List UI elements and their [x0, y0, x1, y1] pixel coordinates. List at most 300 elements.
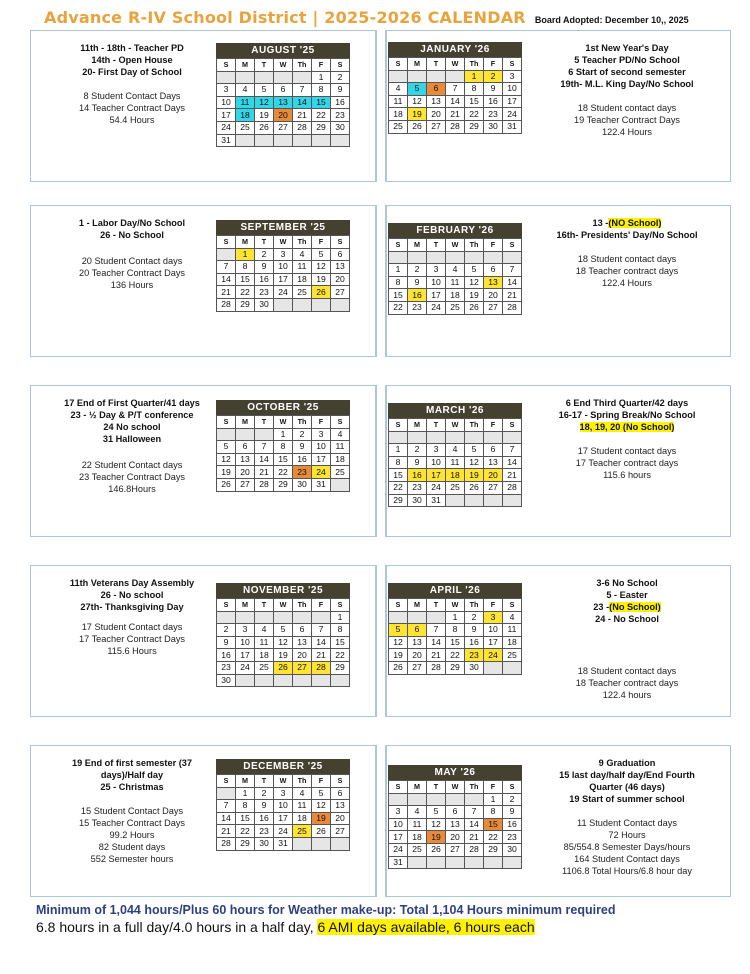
day-cell: 24	[236, 661, 255, 674]
day-cell: 4	[408, 806, 427, 819]
day-of-week-header: S	[389, 58, 408, 71]
event-line: 17 End of First Quarter/41 days	[64, 398, 200, 408]
day-cell: 26	[465, 301, 484, 314]
day-of-week-header: T	[427, 419, 446, 432]
day-cell: 30	[484, 120, 503, 133]
day-cell: 15	[236, 812, 255, 825]
stat-line: 8 Student Contact Days	[83, 91, 181, 101]
day-of-week-header: S	[217, 236, 236, 249]
empty-day-cell	[389, 431, 408, 444]
day-cell: 27	[408, 661, 427, 674]
day-cell: 16	[293, 453, 312, 466]
stat-line: 82 Student days	[98, 842, 166, 852]
week-row	[217, 812, 350, 825]
stat-line: 15 Student Contact Days	[80, 806, 184, 816]
day-cell: 6	[274, 84, 293, 97]
week-row	[389, 108, 522, 121]
panel-divider	[376, 565, 386, 717]
empty-day-cell	[427, 611, 446, 624]
footer-day-info	[36, 919, 535, 935]
empty-day-cell	[408, 251, 427, 264]
empty-day-cell	[465, 856, 484, 869]
week-row	[389, 661, 522, 674]
day-cell: 25	[255, 661, 274, 674]
month-grid	[216, 58, 350, 147]
day-cell: 21	[503, 289, 522, 302]
stat-line: 115.6 Hours	[107, 646, 157, 656]
day-cell: 23	[293, 466, 312, 479]
week-row	[217, 134, 350, 147]
day-of-week-header: M	[408, 58, 427, 71]
empty-day-cell	[389, 611, 408, 624]
day-cell: 7	[503, 444, 522, 457]
day-cell: 15	[484, 818, 503, 831]
empty-day-cell	[274, 674, 293, 687]
empty-day-cell	[274, 71, 293, 84]
day-cell: 3	[274, 248, 293, 261]
day-of-week-header: T	[427, 781, 446, 794]
day-cell: 21	[255, 466, 274, 479]
day-cell: 14	[427, 636, 446, 649]
empty-day-cell	[465, 431, 484, 444]
stat-line: 23 Teacher Contract Days	[78, 472, 186, 482]
day-cell: 16	[408, 289, 427, 302]
day-cell: 13	[293, 636, 312, 649]
event-line: 25 - Christmas	[100, 782, 164, 792]
event-line: 16-17 - Spring Break/No School	[558, 410, 696, 420]
stat-line: 11 Student Contact days	[577, 818, 677, 828]
day-cell: 29	[236, 837, 255, 850]
day-cell: 26	[217, 478, 236, 491]
day-cell: 7	[312, 624, 331, 637]
empty-day-cell	[274, 298, 293, 311]
empty-day-cell	[217, 611, 236, 624]
footer-ami-days: 6 AMI days available, 6 hours each	[317, 919, 535, 935]
event-line: 15 last day/half day/End Fourth	[559, 770, 695, 780]
day-cell: 25	[331, 466, 350, 479]
event-date: 13 -	[592, 218, 609, 228]
spacer	[34, 613, 230, 621]
event-line: 19 Start of summer school	[569, 794, 685, 804]
week-row	[389, 456, 522, 469]
empty-day-cell	[446, 793, 465, 806]
empty-day-cell	[484, 494, 503, 507]
day-cell: 13	[331, 800, 350, 813]
day-cell: 3	[484, 611, 503, 624]
day-cell: 27	[484, 301, 503, 314]
empty-day-cell	[446, 494, 465, 507]
week-row	[389, 251, 522, 264]
day-of-week-header: S	[217, 59, 236, 72]
day-cell: 2	[255, 787, 274, 800]
day-cell: 17	[236, 649, 255, 662]
month-calendar-left	[216, 43, 350, 147]
stat-line: 17 Student contact days	[577, 446, 677, 456]
day-of-week-header: M	[236, 236, 255, 249]
day-cell: 14	[293, 96, 312, 109]
month-name: SEPTEMBER '25	[216, 220, 350, 235]
day-of-week-header: F	[312, 775, 331, 788]
day-cell: 26	[427, 843, 446, 856]
month-grid	[388, 57, 522, 134]
day-cell: 31	[217, 134, 236, 147]
day-cell: 6	[331, 787, 350, 800]
day-cell: 4	[255, 624, 274, 637]
day-cell: 10	[503, 83, 522, 96]
week-row	[217, 674, 350, 687]
event-notes-left	[34, 217, 230, 291]
event-line: 5 Teacher PD/No School	[574, 55, 680, 65]
day-cell: 28	[217, 298, 236, 311]
empty-day-cell	[408, 70, 427, 83]
empty-day-cell	[465, 793, 484, 806]
day-cell: 29	[236, 298, 255, 311]
day-cell: 24	[274, 825, 293, 838]
day-cell: 1	[312, 71, 331, 84]
day-of-week-header: S	[331, 236, 350, 249]
month-name: APRIL '26	[388, 583, 522, 598]
day-of-week-header: Th	[293, 599, 312, 612]
month-grid	[216, 235, 350, 312]
day-cell: 12	[427, 818, 446, 831]
day-cell: 31	[389, 856, 408, 869]
spacer	[527, 241, 727, 253]
day-cell: 25	[503, 649, 522, 662]
day-of-week-header: T	[255, 599, 274, 612]
footer-day-hours: 6.8 hours in a full day/4.0 hours in a half day,	[36, 919, 318, 935]
empty-day-cell	[465, 251, 484, 264]
day-cell: 8	[484, 806, 503, 819]
empty-day-cell	[331, 837, 350, 850]
month-name: DECEMBER '25	[216, 759, 350, 774]
week-row	[389, 469, 522, 482]
day-cell: 24	[389, 843, 408, 856]
day-cell: 6	[236, 441, 255, 454]
day-of-week-header: T	[255, 416, 274, 429]
event-line: 3-6 No School	[596, 578, 658, 588]
day-cell: 26	[408, 120, 427, 133]
day-of-week-header: S	[217, 599, 236, 612]
event-line: 11th - 18th - Teacher PD	[80, 43, 184, 53]
day-cell: 22	[236, 286, 255, 299]
day-cell: 18	[446, 469, 465, 482]
event-date: 23 -	[593, 602, 610, 612]
day-cell: 27	[331, 825, 350, 838]
day-cell: 29	[274, 478, 293, 491]
empty-day-cell	[503, 431, 522, 444]
stat-line: 122.4 Hours	[601, 127, 653, 137]
day-of-week-header: W	[446, 419, 465, 432]
event-line: 1st New Year's Day	[585, 43, 669, 53]
day-of-week-header: W	[274, 599, 293, 612]
day-cell: 27	[293, 661, 312, 674]
day-of-week-header: T	[427, 58, 446, 71]
day-cell: 10	[274, 800, 293, 813]
day-cell: 20	[484, 289, 503, 302]
day-cell: 23	[465, 649, 484, 662]
day-of-week-header: S	[503, 419, 522, 432]
event-line: 23 - ½ Day & P/T conference	[70, 410, 194, 420]
week-row	[389, 289, 522, 302]
week-row	[389, 444, 522, 457]
event-line: 14th - Open House	[91, 55, 173, 65]
day-cell: 19	[312, 273, 331, 286]
day-cell: 31	[312, 478, 331, 491]
week-row	[217, 273, 350, 286]
day-cell: 30	[465, 661, 484, 674]
day-cell: 11	[293, 261, 312, 274]
week-row	[217, 248, 350, 261]
stat-line: 146.8Hours	[108, 484, 156, 494]
empty-day-cell	[331, 134, 350, 147]
empty-day-cell	[446, 251, 465, 264]
day-cell: 3	[312, 428, 331, 441]
day-cell: 10	[217, 96, 236, 109]
day-of-week-header: T	[255, 775, 274, 788]
day-cell: 14	[255, 453, 274, 466]
day-cell: 22	[465, 108, 484, 121]
day-cell: 18	[255, 649, 274, 662]
day-cell: 29	[331, 661, 350, 674]
footer-hours-requirement: Minimum of 1,044 hours/Plus 60 hours for Weather make-up: Total 1,104 Hours minimum required	[36, 903, 616, 917]
day-cell: 11	[408, 818, 427, 831]
calendar-row	[30, 745, 731, 897]
month-grid	[216, 598, 350, 687]
day-cell: 22	[446, 649, 465, 662]
day-cell: 23	[408, 481, 427, 494]
week-row	[389, 301, 522, 314]
day-of-week-header: S	[331, 775, 350, 788]
day-of-week-header: S	[503, 58, 522, 71]
week-row	[217, 478, 350, 491]
month-name: NOVEMBER '25	[216, 583, 350, 598]
day-cell: 12	[217, 453, 236, 466]
week-row	[389, 70, 522, 83]
day-cell: 4	[331, 428, 350, 441]
day-of-week-header: W	[446, 781, 465, 794]
day-cell: 3	[236, 624, 255, 637]
day-cell: 2	[484, 70, 503, 83]
month-name: MAY '26	[388, 765, 522, 780]
day-cell: 28	[427, 661, 446, 674]
stat-line: 85/554.8 Semester Days/hours	[563, 842, 691, 852]
spacer	[34, 78, 230, 90]
day-cell: 28	[465, 843, 484, 856]
event-line: 5 - Easter	[606, 590, 648, 600]
event-line: 26 - No School	[100, 230, 164, 240]
day-cell: 6	[484, 444, 503, 457]
day-cell: 12	[465, 276, 484, 289]
month-calendar-left	[216, 400, 350, 492]
calendar-row	[30, 385, 731, 537]
empty-day-cell	[293, 71, 312, 84]
day-cell: 8	[312, 84, 331, 97]
day-of-week-header: S	[331, 416, 350, 429]
empty-day-cell	[274, 611, 293, 624]
stat-line: 18 Student contact days	[577, 666, 677, 676]
day-cell: 24	[312, 466, 331, 479]
empty-day-cell	[255, 71, 274, 84]
day-of-week-header: S	[389, 419, 408, 432]
day-cell: 30	[255, 837, 274, 850]
empty-day-cell	[408, 793, 427, 806]
week-row	[389, 120, 522, 133]
day-cell: 25	[408, 843, 427, 856]
empty-day-cell	[331, 478, 350, 491]
day-cell: 27	[427, 120, 446, 133]
day-of-week-header: M	[408, 599, 427, 612]
day-cell: 18	[293, 812, 312, 825]
day-cell: 8	[331, 624, 350, 637]
day-cell: 9	[503, 806, 522, 819]
day-cell: 3	[274, 787, 293, 800]
day-cell: 17	[312, 453, 331, 466]
day-cell: 9	[465, 624, 484, 637]
stat-line: 22 Student Contact days	[81, 460, 183, 470]
month-name: FEBRUARY '26	[388, 223, 522, 238]
event-line: 11th Veterans Day Assembly	[69, 578, 195, 588]
day-cell: 23	[503, 831, 522, 844]
day-cell: 10	[312, 441, 331, 454]
day-of-week-header: S	[389, 781, 408, 794]
day-of-week-header: T	[427, 599, 446, 612]
day-cell: 23	[408, 301, 427, 314]
day-cell: 6	[331, 248, 350, 261]
day-cell: 24	[427, 481, 446, 494]
event-line: days)/Half day	[100, 770, 164, 780]
day-cell: 20	[331, 273, 350, 286]
day-cell: 7	[217, 261, 236, 274]
day-cell: 9	[408, 276, 427, 289]
week-row	[389, 83, 522, 96]
day-cell: 3	[503, 70, 522, 83]
day-of-week-header: S	[217, 775, 236, 788]
day-cell: 14	[217, 273, 236, 286]
day-cell: 18	[293, 273, 312, 286]
week-row	[217, 298, 350, 311]
event-notes-left	[34, 42, 230, 126]
day-cell: 29	[484, 843, 503, 856]
day-cell: 5	[389, 624, 408, 637]
event-line: 9 Graduation	[598, 758, 656, 768]
day-cell: 20	[331, 812, 350, 825]
event-line: 6 End Third Quarter/42 days	[565, 398, 689, 408]
day-cell: 14	[503, 456, 522, 469]
day-cell: 5	[465, 444, 484, 457]
day-cell: 6	[427, 83, 446, 96]
empty-day-cell	[293, 298, 312, 311]
panel-divider	[376, 385, 386, 537]
day-of-week-header: W	[274, 775, 293, 788]
week-row	[389, 636, 522, 649]
month-calendar-left	[216, 220, 350, 312]
spacer	[527, 433, 727, 445]
empty-day-cell	[389, 70, 408, 83]
event-line: 1 - Labor Day/No School	[78, 218, 186, 228]
day-cell: 17	[503, 95, 522, 108]
day-of-week-header: W	[446, 239, 465, 252]
empty-day-cell	[312, 298, 331, 311]
day-cell: 26	[312, 286, 331, 299]
day-cell: 13	[274, 96, 293, 109]
day-cell: 27	[446, 843, 465, 856]
week-row	[389, 793, 522, 806]
day-cell: 11	[236, 96, 255, 109]
day-cell: 25	[446, 481, 465, 494]
day-of-week-header: S	[503, 781, 522, 794]
day-cell: 3	[217, 84, 236, 97]
month-calendar-right	[388, 765, 522, 869]
empty-day-cell	[484, 661, 503, 674]
empty-day-cell	[446, 70, 465, 83]
day-cell: 17	[427, 289, 446, 302]
day-cell: 11	[389, 95, 408, 108]
day-cell: 16	[217, 649, 236, 662]
day-cell: 14	[446, 95, 465, 108]
day-of-week-header: M	[408, 781, 427, 794]
day-cell: 4	[389, 83, 408, 96]
empty-day-cell	[503, 661, 522, 674]
empty-day-cell	[389, 251, 408, 264]
empty-day-cell	[408, 431, 427, 444]
stat-line: 72 Hours	[608, 830, 646, 840]
day-cell: 4	[446, 264, 465, 277]
day-cell: 13	[408, 636, 427, 649]
day-cell: 14	[312, 636, 331, 649]
week-row	[389, 611, 522, 624]
week-row	[217, 96, 350, 109]
empty-day-cell	[503, 251, 522, 264]
day-of-week-header: W	[274, 59, 293, 72]
month-calendar-right	[388, 223, 522, 315]
day-cell: 22	[389, 301, 408, 314]
day-cell: 1	[236, 248, 255, 261]
month-calendar-right	[388, 583, 522, 675]
stat-line: 18 Student contact days	[577, 103, 677, 113]
day-cell: 18	[236, 109, 255, 122]
empty-day-cell	[465, 494, 484, 507]
day-of-week-header: F	[312, 599, 331, 612]
week-row	[217, 611, 350, 624]
day-cell: 2	[293, 428, 312, 441]
day-cell: 10	[427, 456, 446, 469]
stat-line: 552 Semester hours	[90, 854, 174, 864]
day-cell: 17	[389, 831, 408, 844]
empty-day-cell	[255, 428, 274, 441]
day-cell: 21	[427, 649, 446, 662]
day-cell: 18	[446, 289, 465, 302]
day-cell: 2	[255, 248, 274, 261]
week-row	[389, 843, 522, 856]
day-cell: 16	[408, 469, 427, 482]
day-cell: 13	[446, 818, 465, 831]
day-cell: 26	[274, 661, 293, 674]
week-row	[217, 837, 350, 850]
day-cell: 17	[484, 636, 503, 649]
empty-day-cell	[293, 611, 312, 624]
day-cell: 4	[236, 84, 255, 97]
day-cell: 27	[274, 121, 293, 134]
empty-day-cell	[427, 856, 446, 869]
day-cell: 8	[236, 261, 255, 274]
month-calendar-right	[388, 42, 522, 134]
day-of-week-header: S	[217, 416, 236, 429]
empty-day-cell	[255, 674, 274, 687]
empty-day-cell	[446, 431, 465, 444]
day-cell: 23	[331, 109, 350, 122]
day-of-week-header: S	[503, 239, 522, 252]
day-cell: 3	[427, 444, 446, 457]
